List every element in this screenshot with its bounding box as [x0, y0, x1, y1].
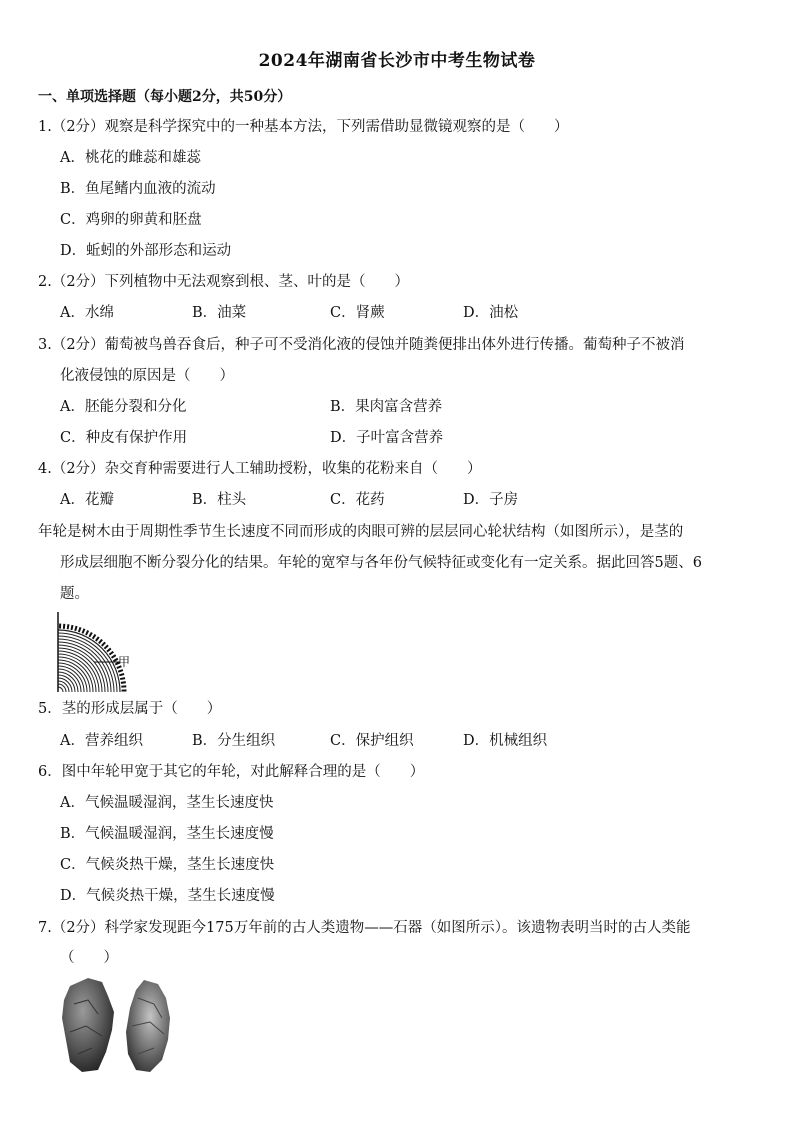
question-1-stem: 1.（2分）观察是科学探究中的一种基本方法，下列需借助显微镜观察的是（ ） [38, 119, 569, 135]
question-4-option-b[interactable]: B．柱头 [192, 492, 247, 508]
question-6-option-b[interactable]: B．气候温暖湿润，茎生长速度慢 [60, 826, 274, 842]
question-3-option-b[interactable]: B．果肉富含营养 [330, 399, 443, 415]
question-1-option-c[interactable]: C．鸡卵的卵黄和胚盘 [60, 212, 202, 228]
question-4-option-a[interactable]: A．花瓣 [60, 492, 114, 508]
question-5-option-c[interactable]: C．保护组织 [330, 733, 414, 749]
question-3-stem: 3.（2分）葡萄被鸟兽吞食后，种子可不受消化液的侵蚀并随粪便排出体外进行传播。葡萄种子不被消 [38, 337, 685, 353]
question-4-stem: 4.（2分）杂交育种需要进行人工辅助授粉，收集的花粉来自（ ） [38, 461, 482, 477]
page-title: 2024年湖南省长沙市中考生物试卷 [258, 51, 536, 71]
question-3-option-d[interactable]: D．子叶富含营养 [330, 430, 444, 446]
question-2-stem: 2.（2分）下列植物中无法观察到根、茎、叶的是（ ） [38, 274, 410, 290]
question-4-option-c[interactable]: C．花药 [330, 492, 385, 508]
question-5-option-a[interactable]: A．营养组织 [60, 733, 143, 749]
question-3-option-c[interactable]: C．种皮有保护作用 [60, 430, 188, 446]
question-2-option-a[interactable]: A．水绵 [60, 305, 114, 321]
question-3-stem-continued: 化液侵蚀的原因是（ ） [60, 368, 234, 384]
passage-line-2: 形成层细胞不断分裂分化的结果。年轮的宽窄与各年份气候特征或变化有一定关系。据此回答5题、6 [60, 555, 702, 571]
question-3-option-a[interactable]: A．胚能分裂和分化 [60, 399, 187, 415]
question-6-option-d[interactable]: D．气候炎热干燥，茎生长速度慢 [60, 888, 275, 904]
stone-tools-figure [58, 974, 178, 1074]
passage-line-1: 年轮是树木由于周期性季节生长速度不同而形成的肉眼可辨的层层同心轮状结构（如图所示），是茎的 [38, 524, 684, 540]
question-1-option-d[interactable]: D．蚯蚓的外部形态和运动 [60, 243, 232, 259]
passage-line-3: 题。 [60, 586, 89, 602]
question-5-option-d[interactable]: D．机械组织 [463, 733, 548, 749]
question-5-option-b[interactable]: B．分生组织 [192, 733, 276, 749]
question-7-stem-continued: （ ） [60, 950, 118, 966]
question-2-option-b[interactable]: B．油菜 [192, 305, 247, 321]
question-6-option-c[interactable]: C．气候炎热干燥，茎生长速度快 [60, 857, 275, 873]
figure-label-jia: 甲 [118, 655, 131, 669]
question-2-option-c[interactable]: C．肾蕨 [330, 305, 385, 321]
question-7-stem: 7.（2分）科学家发现距今175万年前的古人类遗物——石器（如图所示）。该遗物表明当时的古人类能 [38, 920, 691, 936]
tree-ring-image [54, 610, 144, 694]
question-5-stem: 5．茎的形成层属于（ ） [38, 701, 222, 717]
stone-tools-image [58, 974, 178, 1074]
question-1-option-a[interactable]: A．桃花的雌蕊和雄蕊 [60, 150, 201, 166]
question-6-stem: 6．图中年轮甲宽于其它的年轮，对此解释合理的是（ ） [38, 764, 425, 780]
question-4-option-d[interactable]: D．子房 [463, 492, 519, 508]
question-1-option-b[interactable]: B．鱼尾鳍内血液的流动 [60, 181, 216, 197]
section-heading: 一、单项选择题（每小题2分，共50分） [38, 89, 292, 105]
tree-ring-figure [54, 610, 144, 694]
question-6-option-a[interactable]: A．气候温暖湿润，茎生长速度快 [60, 795, 274, 811]
question-2-option-d[interactable]: D．油松 [463, 305, 519, 321]
